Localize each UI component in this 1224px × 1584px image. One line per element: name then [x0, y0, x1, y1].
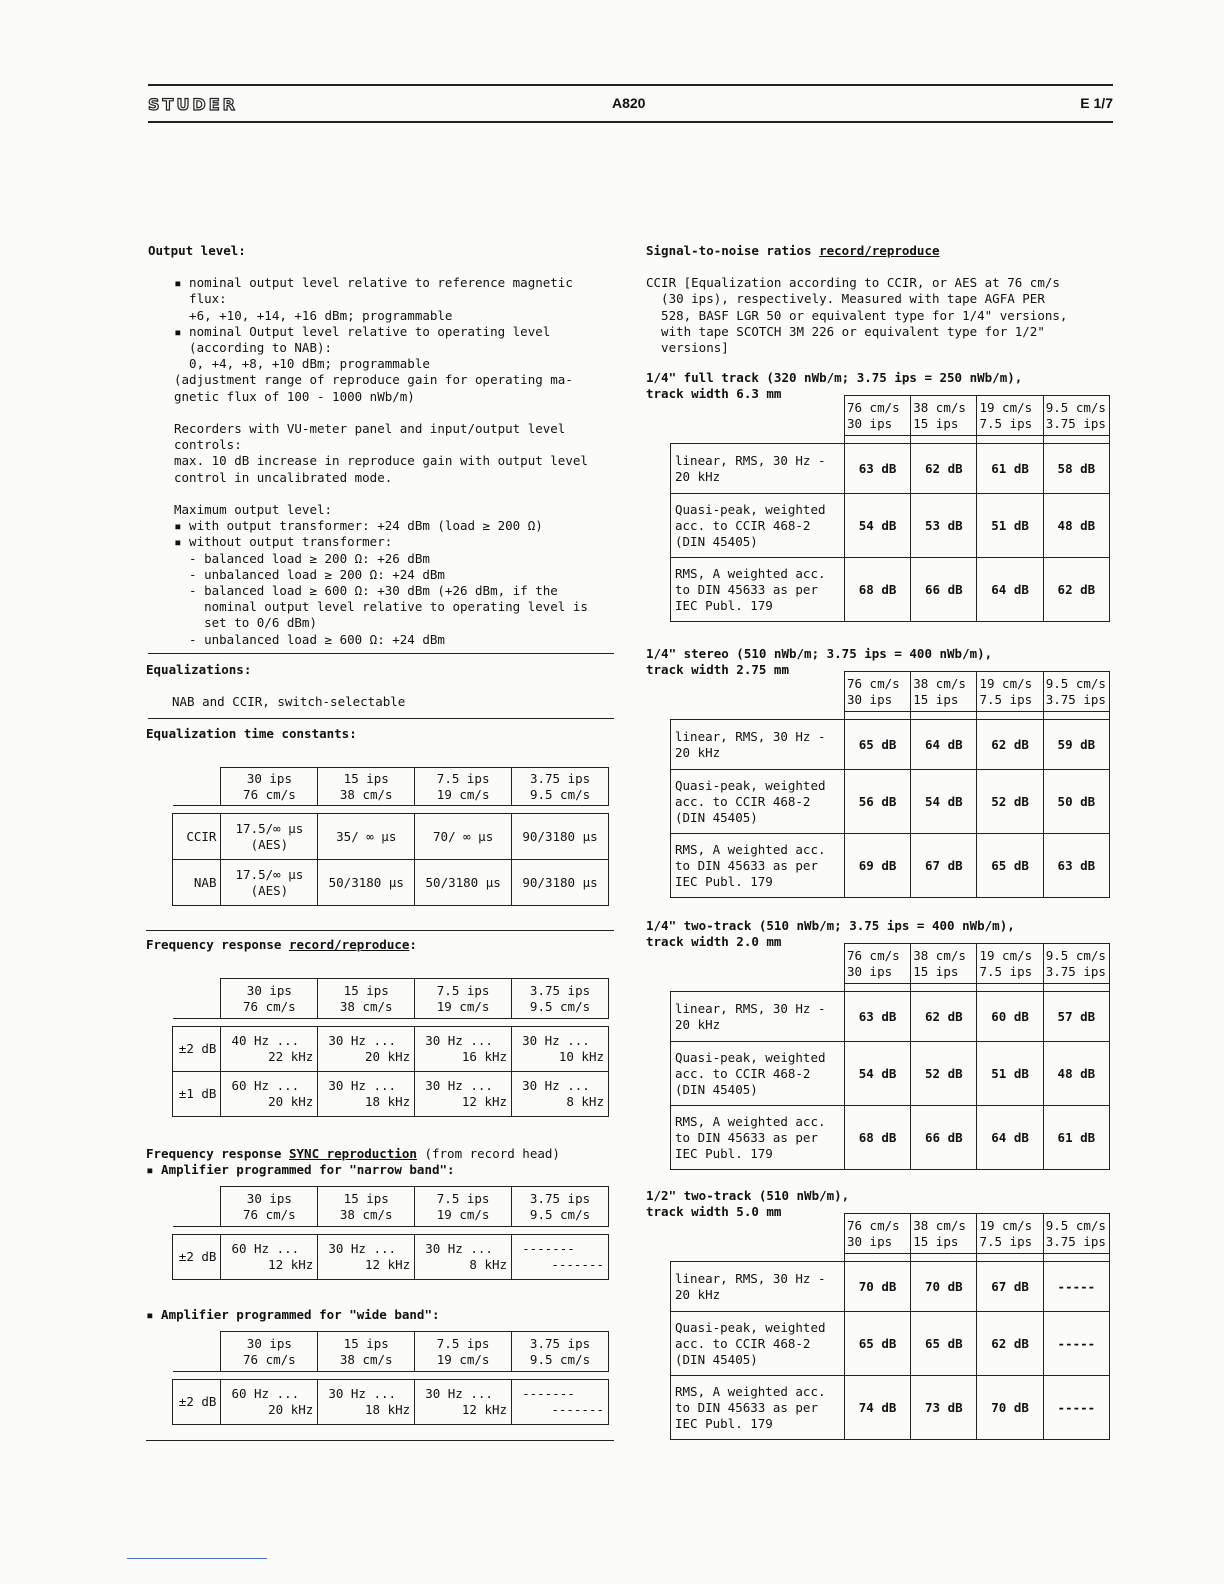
output-level-line: control in uncalibrated mode.	[174, 469, 393, 485]
column-header: 19 cm/s 7.5 ips	[977, 944, 1043, 984]
snr-value: -----	[1043, 1262, 1109, 1312]
page-number: E 1/7	[1080, 95, 1113, 111]
snr-intro-line: (30 ips), respectively. Measured with tape AGFA PER	[646, 291, 1045, 307]
sync-wide-table	[172, 1331, 609, 1425]
column-header: 15 ips 38 cm/s	[318, 979, 415, 1019]
snr-value: 50 dB	[1043, 770, 1109, 834]
sync-title-wrap	[146, 1146, 560, 1178]
output-level-line: max. 10 dB increase in reproduce gain with output level	[174, 453, 588, 469]
snr-value: 70 dB	[977, 1376, 1043, 1440]
output-level-line: controls:	[174, 437, 242, 453]
wide-band-label: ▪ Amplifier programmed for "wide band":	[146, 1307, 440, 1322]
column-header: 7.5 ips 19 cm/s	[415, 1187, 512, 1227]
snr-value: 58 dB	[1043, 444, 1109, 494]
output-level-line: ▪ nominal output level relative to reference magnetic	[174, 275, 573, 291]
frequency-range-cell: 40 Hz ... 22 kHz	[221, 1027, 318, 1072]
measurement-label: RMS, A weighted acc. to DIN 45633 as per IEC Publ. 179	[671, 834, 845, 898]
column-header: 19 cm/s 7.5 ips	[977, 672, 1043, 712]
eq-time-title: Equalization time constants:	[146, 726, 357, 741]
row-label: NAB	[173, 860, 221, 906]
frequency-range-cell: 30 Hz ... 12 kHz	[318, 1235, 415, 1280]
snr-value: 61 dB	[977, 444, 1043, 494]
output-level-line: ▪ nominal Output level relative to operating level	[174, 323, 551, 339]
eq-time-table	[172, 767, 609, 906]
snr-value: 62 dB	[977, 1312, 1043, 1376]
frequency-range-cell: 30 Hz ... 16 kHz	[415, 1027, 512, 1072]
time-constant-cell: 50/3180 µs	[415, 860, 512, 906]
snr-title: Signal-to-noise ratios record/reproduce	[646, 243, 940, 258]
measurement-label: linear, RMS, 30 Hz - 20 kHz	[671, 992, 845, 1042]
column-header: 3.75 ips 9.5 cm/s	[512, 979, 609, 1019]
model-name: A820	[612, 95, 646, 111]
snr-value: 64 dB	[911, 720, 977, 770]
column-header: 76 cm/s 30 ips	[844, 672, 910, 712]
snr-value: 62 dB	[911, 444, 977, 494]
snr-value: 51 dB	[977, 494, 1043, 558]
output-level-line: - balanced load ≥ 600 Ω: +30 dBm (+26 dBm, if the	[174, 583, 558, 599]
output-level-line: +6, +10, +14, +16 dBm; programmable	[174, 307, 453, 323]
snr-value: 61 dB	[1043, 1106, 1109, 1170]
column-header: 7.5 ips 19 cm/s	[415, 979, 512, 1019]
output-level-line: 0, +4, +8, +10 dBm; programmable	[174, 356, 430, 372]
measurement-label: Quasi-peak, weighted acc. to CCIR 468-2 (DIN 45405)	[671, 1312, 845, 1376]
snr-value: -----	[1043, 1312, 1109, 1376]
frequency-range-cell: 60 Hz ... 20 kHz	[221, 1380, 318, 1425]
caption-line: track width 5.0 mm	[646, 1204, 782, 1220]
column-header: 76 cm/s 30 ips	[844, 944, 910, 984]
snr-value: 53 dB	[911, 494, 977, 558]
column-header: 19 cm/s 7.5 ips	[977, 1214, 1043, 1254]
column-header: 30 ips 76 cm/s	[221, 1187, 318, 1227]
column-header: 15 ips 38 cm/s	[318, 1332, 415, 1372]
snr-value: -----	[1043, 1376, 1109, 1440]
snr-value: 57 dB	[1043, 992, 1109, 1042]
row-label: CCIR	[173, 814, 221, 860]
frequency-range-cell: 30 Hz ... 12 kHz	[415, 1072, 512, 1117]
caption-line: 1/4" two-track (510 nWb/m; 3.75 ips = 400 nWb/m),	[646, 918, 1015, 933]
measurement-label: RMS, A weighted acc. to DIN 45633 as per IEC Publ. 179	[671, 558, 845, 622]
snr-table	[670, 943, 1110, 1170]
column-header: 9.5 cm/s 3.75 ips	[1043, 396, 1109, 436]
equalizations-title: Equalizations:	[146, 662, 252, 677]
eq-time-title-wrap	[146, 726, 357, 742]
snr-table	[670, 395, 1110, 622]
snr-value: 73 dB	[911, 1376, 977, 1440]
snr-value: 63 dB	[844, 444, 910, 494]
column-header: 3.75 ips 9.5 cm/s	[512, 768, 609, 806]
output-level-title: Output level:	[148, 243, 246, 258]
column-header: 30 ips 76 cm/s	[221, 768, 318, 806]
row-label: ±2 dB	[173, 1235, 221, 1280]
footnote-link-line	[127, 1558, 267, 1559]
snr-value: 65 dB	[844, 720, 910, 770]
caption-line: 1/4" stereo (510 nWb/m; 3.75 ips = 400 nWb/m),	[646, 646, 993, 661]
caption-line: 1/2" two-track (510 nWb/m),	[646, 1188, 850, 1203]
separator	[146, 930, 614, 931]
output-level-line: ▪ without output transformer:	[174, 534, 393, 550]
column-header: 30 ips 76 cm/s	[221, 979, 318, 1019]
snr-value: 54 dB	[911, 770, 977, 834]
snr-value: 69 dB	[844, 834, 910, 898]
snr-value: 54 dB	[844, 494, 910, 558]
snr-value: 74 dB	[844, 1376, 910, 1440]
snr-value: 62 dB	[977, 720, 1043, 770]
snr-value: 62 dB	[911, 992, 977, 1042]
measurement-label: linear, RMS, 30 Hz - 20 kHz	[671, 720, 845, 770]
sync-narrow-table	[172, 1186, 609, 1280]
column-header: 15 ips 38 cm/s	[318, 1187, 415, 1227]
output-level-line: (adjustment range of reproduce gain for operating ma-	[174, 372, 573, 388]
snr-intro-line: with tape SCOTCH 3M 226 or equivalent type for 1/2"	[646, 323, 1045, 339]
column-header: 30 ips 76 cm/s	[221, 1332, 318, 1372]
column-header: 9.5 cm/s 3.75 ips	[1043, 1214, 1109, 1254]
output-level-line: nominal output level relative to operating level is	[174, 599, 588, 615]
time-constant-cell: 90/3180 µs	[512, 860, 609, 906]
snr-value: 56 dB	[844, 770, 910, 834]
column-header: 76 cm/s 30 ips	[844, 396, 910, 436]
row-label: ±2 dB	[173, 1380, 221, 1425]
equalizations-text: NAB and CCIR, switch-selectable	[172, 694, 406, 710]
snr-value: 60 dB	[977, 992, 1043, 1042]
time-constant-cell: 35/ ∞ µs	[318, 814, 415, 860]
time-constant-cell: 50/3180 µs	[318, 860, 415, 906]
separator	[148, 718, 614, 719]
output-level-line: Recorders with VU-meter panel and input/output level	[174, 421, 566, 437]
frequency-range-cell: ------- -------	[512, 1380, 609, 1425]
column-header: 3.75 ips 9.5 cm/s	[512, 1187, 609, 1227]
frequency-range-cell: 30 Hz ... 18 kHz	[318, 1072, 415, 1117]
frequency-range-cell: 30 Hz ... 8 kHz	[512, 1072, 609, 1117]
measurement-label: linear, RMS, 30 Hz - 20 kHz	[671, 1262, 845, 1312]
sync-title: Frequency response SYNC reproduction (from record head)	[146, 1146, 560, 1161]
freq-resp-title: Frequency response record/reproduce:	[146, 937, 417, 952]
snr-table	[670, 671, 1110, 898]
frequency-range-cell: 30 Hz ... 8 kHz	[415, 1235, 512, 1280]
snr-intro-line: versions]	[646, 340, 729, 356]
column-header: 9.5 cm/s 3.75 ips	[1043, 672, 1109, 712]
equalizations-section	[146, 662, 405, 710]
output-level-line: - unbalanced load ≥ 200 Ω: +24 dBm	[174, 566, 445, 582]
frequency-range-cell: 30 Hz ... 12 kHz	[415, 1380, 512, 1425]
snr-value: 52 dB	[977, 770, 1043, 834]
measurement-label: Quasi-peak, weighted acc. to CCIR 468-2 (DIN 45405)	[671, 770, 845, 834]
caption-line: 1/4" full track (320 nWb/m; 3.75 ips = 250 nWb/m),	[646, 370, 1023, 385]
caption-line: track width 2.75 mm	[646, 662, 789, 678]
column-header: 38 cm/s 15 ips	[911, 944, 977, 984]
snr-value: 62 dB	[1043, 558, 1109, 622]
snr-value: 65 dB	[911, 1312, 977, 1376]
column-header: 3.75 ips 9.5 cm/s	[512, 1332, 609, 1372]
snr-value: 67 dB	[977, 1262, 1043, 1312]
time-constant-cell: 17.5/∞ µs (AES)	[221, 814, 318, 860]
snr-value: 52 dB	[911, 1042, 977, 1106]
snr-value: 67 dB	[911, 834, 977, 898]
header-bottom-rule	[148, 121, 1113, 123]
output-level-section	[148, 243, 618, 648]
wide-band-wrap	[146, 1307, 440, 1323]
snr-value: 54 dB	[844, 1042, 910, 1106]
measurement-label: RMS, A weighted acc. to DIN 45633 as per IEC Publ. 179	[671, 1106, 845, 1170]
output-level-line: (according to NAB):	[174, 340, 333, 356]
snr-value: 70 dB	[911, 1262, 977, 1312]
snr-value: 65 dB	[844, 1312, 910, 1376]
snr-value: 64 dB	[977, 558, 1043, 622]
column-header: 19 cm/s 7.5 ips	[977, 396, 1043, 436]
snr-value: 65 dB	[977, 834, 1043, 898]
snr-intro-line: 528, BASF LGR 50 or equivalent type for 1/4" versions,	[646, 307, 1068, 323]
snr-value: 63 dB	[1043, 834, 1109, 898]
frequency-range-cell: 60 Hz ... 20 kHz	[221, 1072, 318, 1117]
output-level-line: - unbalanced load ≥ 600 Ω: +24 dBm	[174, 631, 445, 647]
snr-value: 48 dB	[1043, 494, 1109, 558]
measurement-label: RMS, A weighted acc. to DIN 45633 as per IEC Publ. 179	[671, 1376, 845, 1440]
output-level-line: Maximum output level:	[174, 502, 333, 518]
snr-value: 70 dB	[844, 1262, 910, 1312]
time-constant-cell: 90/3180 µs	[512, 814, 609, 860]
time-constant-cell: 17.5/∞ µs (AES)	[221, 860, 318, 906]
column-header: 15 ips 38 cm/s	[318, 768, 415, 806]
output-level-line: set to 0/6 dBm)	[174, 615, 317, 631]
output-level-line	[174, 405, 618, 421]
frequency-range-cell: 30 Hz ... 10 kHz	[512, 1027, 609, 1072]
output-level-line: gnetic flux of 100 - 1000 nWb/m)	[174, 388, 415, 404]
snr-intro-line: CCIR [Equalization according to CCIR, or AES at 76 cm/s	[646, 275, 1060, 291]
column-header: 38 cm/s 15 ips	[911, 672, 977, 712]
column-header: 7.5 ips 19 cm/s	[415, 768, 512, 806]
freq-resp-table	[172, 978, 609, 1117]
separator	[146, 1440, 614, 1441]
studer-logo: STUDER	[148, 95, 238, 114]
snr-value: 59 dB	[1043, 720, 1109, 770]
frequency-range-cell: 60 Hz ... 12 kHz	[221, 1235, 318, 1280]
output-level-line: - balanced load ≥ 200 Ω: +26 dBm	[174, 550, 430, 566]
snr-value: 63 dB	[844, 992, 910, 1042]
column-header: 76 cm/s 30 ips	[844, 1214, 910, 1254]
snr-value: 66 dB	[911, 1106, 977, 1170]
output-level-line: flux:	[174, 291, 227, 307]
header-top-rule	[148, 84, 1113, 86]
output-level-line: ▪ with output transformer: +24 dBm (load ≥ 200 Ω)	[174, 518, 543, 534]
row-label: ±1 dB	[173, 1072, 221, 1117]
narrow-band-label: ▪ Amplifier programmed for "narrow band":	[146, 1162, 455, 1178]
snr-intro	[646, 275, 1116, 356]
snr-value: 64 dB	[977, 1106, 1043, 1170]
measurement-label: Quasi-peak, weighted acc. to CCIR 468-2 (DIN 45405)	[671, 494, 845, 558]
column-header: 9.5 cm/s 3.75 ips	[1043, 944, 1109, 984]
snr-value: 68 dB	[844, 1106, 910, 1170]
frequency-range-cell: ------- -------	[512, 1235, 609, 1280]
freq-resp-title-wrap	[146, 937, 417, 953]
snr-value: 51 dB	[977, 1042, 1043, 1106]
measurement-label: Quasi-peak, weighted acc. to CCIR 468-2 (DIN 45405)	[671, 1042, 845, 1106]
snr-value: 68 dB	[844, 558, 910, 622]
output-level-text	[148, 275, 618, 648]
caption-line: track width 6.3 mm	[646, 386, 782, 402]
snr-value: 66 dB	[911, 558, 977, 622]
frequency-range-cell: 30 Hz ... 18 kHz	[318, 1380, 415, 1425]
time-constant-cell: 70/ ∞ µs	[415, 814, 512, 860]
row-label: ±2 dB	[173, 1027, 221, 1072]
separator	[148, 653, 614, 654]
column-header: 7.5 ips 19 cm/s	[415, 1332, 512, 1372]
caption-line: track width 2.0 mm	[646, 934, 782, 950]
column-header: 38 cm/s 15 ips	[911, 1214, 977, 1254]
output-level-line	[174, 486, 618, 502]
snr-value: 48 dB	[1043, 1042, 1109, 1106]
snr-table	[670, 1213, 1110, 1440]
frequency-range-cell: 30 Hz ... 20 kHz	[318, 1027, 415, 1072]
column-header: 38 cm/s 15 ips	[911, 396, 977, 436]
measurement-label: linear, RMS, 30 Hz - 20 kHz	[671, 444, 845, 494]
snr-section	[646, 243, 1116, 356]
